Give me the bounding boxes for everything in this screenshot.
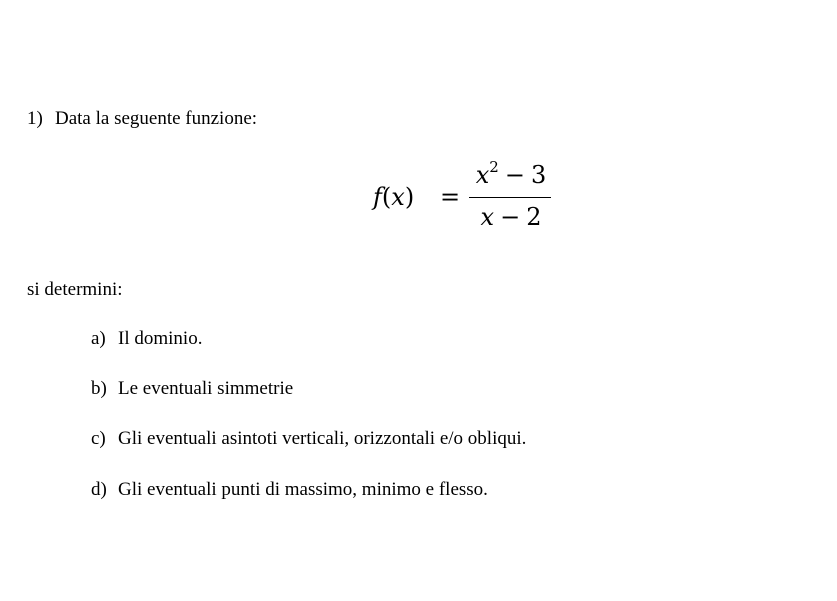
numerator-exponent: 2 bbox=[489, 158, 499, 176]
list-item-b bbox=[91, 378, 293, 400]
open-paren: ( bbox=[381, 183, 392, 211]
fraction-denominator bbox=[469, 202, 553, 232]
list-item-text: Gli eventuali asintoti verticali, orizzontali e/o obliqui. bbox=[118, 428, 527, 449]
denominator-constant: 2 bbox=[526, 203, 542, 231]
function-variable: x bbox=[391, 183, 405, 211]
list-item-text: Gli eventuali punti di massimo, minimo e flesso. bbox=[118, 479, 488, 500]
numerator-operator: − bbox=[504, 161, 525, 189]
question-heading bbox=[27, 108, 257, 130]
denominator-operator: − bbox=[500, 203, 521, 231]
list-item-letter: c) bbox=[91, 428, 106, 449]
list-item-letter: b) bbox=[91, 378, 107, 399]
fraction-numerator bbox=[469, 160, 553, 190]
list-item-text: Le eventuali simmetrie bbox=[118, 378, 294, 399]
instructions-intro: si determini: bbox=[27, 279, 123, 300]
fraction-bar bbox=[469, 197, 551, 198]
equation-lhs bbox=[373, 182, 414, 212]
list-item-a bbox=[91, 328, 202, 350]
list-item-letter: a) bbox=[91, 328, 106, 349]
numerator-variable: x bbox=[475, 161, 490, 189]
list-item-d bbox=[91, 479, 488, 501]
numerator-constant: 3 bbox=[530, 161, 547, 189]
equals-sign: = bbox=[440, 183, 461, 211]
close-paren: ) bbox=[404, 183, 415, 211]
list-item-letter: d) bbox=[91, 479, 107, 500]
list-item-text: Il dominio. bbox=[118, 328, 203, 349]
denominator-variable: x bbox=[480, 203, 495, 231]
function-equation bbox=[373, 160, 563, 236]
list-item-c bbox=[91, 428, 526, 450]
question-number: 1) bbox=[27, 108, 43, 129]
fraction bbox=[469, 160, 553, 236]
function-name: f bbox=[373, 183, 382, 211]
question-heading-text: Data la seguente funzione: bbox=[55, 108, 258, 129]
